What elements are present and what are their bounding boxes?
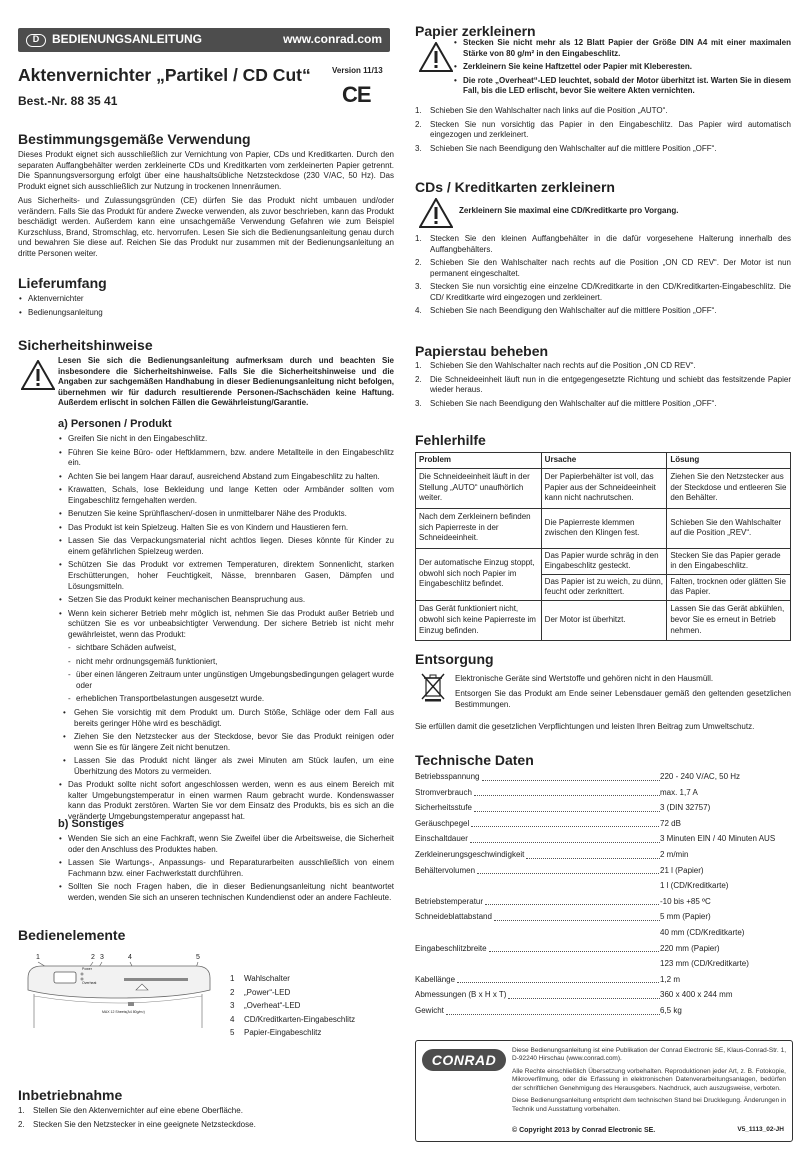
table-cell: Das Gerät funktioniert nicht, obwohl sich keine Papierreste im Einzug befinden. — [416, 600, 542, 640]
papier-warnings — [453, 38, 791, 100]
step-item: 2. Schieben Sie den Wahlschalter nach rechts auf die Position „ON CD REV“. Der Motor ist nun permanent eingeschaltet. — [415, 258, 791, 278]
tech-data-value: 220 mm (Papier) — [660, 944, 791, 955]
legend-text: Wahlschalter — [244, 974, 290, 983]
column-header: Problem — [416, 453, 542, 469]
table-cell: Der Motor ist überhitzt. — [541, 600, 667, 640]
heading-technik: Technische Daten — [415, 752, 534, 768]
controls-legend — [230, 974, 400, 1042]
troubleshooting-table — [415, 452, 791, 641]
cds-steps — [415, 234, 791, 320]
list-item: • Lassen Sie das Verpackungsmaterial nicht achtlos liegen. Dieses könnte für Kinder zu einem gefährlichen Spielzeug werden. — [58, 536, 394, 557]
tech-data-value: 220 - 240 V/AC, 50 Hz — [660, 772, 791, 783]
legend-text: „Overheat“-LED — [244, 1001, 301, 1011]
tech-data-label: Stromverbrauch — [415, 787, 472, 797]
version: Version 11/13 — [332, 66, 383, 75]
footer-text — [512, 1047, 786, 1118]
step-item: 3. Stecken Sie nun vorsichtig eine einzelne CD/Kreditkarte in den CD/Kreditkarten-Eingabeschlitz. Die CD/ Kreditkarte wird eingezogen und zerkleinert. — [415, 282, 791, 302]
tech-data-value: 1,2 m — [660, 975, 791, 986]
table-cell: Lassen Sie das Gerät abkühlen, bevor Sie es erneut in Betrieb nehmen. — [667, 600, 791, 640]
table-cell: Nach dem Zerkleinern befinden sich Papierreste in der Schneideeinheit. — [416, 508, 542, 548]
tech-data-label: Gewicht — [415, 1006, 444, 1015]
step-item: 3. Schieben Sie nach Beendigung den Wahlschalter auf die mittlere Position „OFF“. — [415, 143, 717, 153]
column-header: Ursache — [541, 453, 667, 469]
tech-data-value: 2 m/min — [660, 850, 791, 861]
legend-number: 2 — [230, 987, 235, 997]
verwendung-body — [18, 150, 394, 259]
tech-data-label: Kabellänge — [415, 974, 456, 984]
table-cell: Das Papier wurde schräg in den Eingabeschlitz gesteckt. — [541, 548, 667, 574]
label-power: Power — [82, 967, 92, 971]
crossed-bin-icon — [421, 672, 445, 702]
warning-triangle-icon — [21, 360, 55, 390]
legend-number: 1 — [230, 974, 235, 983]
heading-inbetriebnahme: Inbetriebnahme — [18, 1087, 123, 1103]
step-item: 2. Stecken Sie den Netzstecker in eine geeignete Netzsteckdose. — [18, 1119, 256, 1129]
tech-data-value: 6,5 kg — [660, 1006, 791, 1017]
list-item: - sichtbare Schäden aufweist, — [58, 643, 394, 654]
tech-data-row — [415, 834, 791, 845]
tech-data-row — [415, 897, 791, 908]
table-cell: Die Papierreste klemmen zwischen den Klingen fest. — [541, 508, 667, 548]
footer-p2: Alle Rechte einschließlich Übersetzung vorbehalten. Reproduktionen jeder Art, z. B. Fotokopie, Mikroverfilmung, oder die Erfassung in elektronischen Datenverarbeitungsanlagen, bedürfen der schriftlichen Genehmigung des Herausgebers. Nachdruck, auch auszugsweise, verboten. — [512, 1067, 786, 1092]
callout-4: 4 — [128, 954, 132, 961]
shredder-drawing — [18, 950, 218, 1030]
tech-data-label: Zerkleinerungsgeschwindigkeit — [415, 850, 525, 859]
tech-data-label: Einschaltdauer — [415, 834, 468, 844]
footer-p1: Diese Bedienungsanleitung ist eine Publikation der Conrad Electronic SE, Klaus-Conrad-Str. 1, D-92240 Hirschau (www.conrad.com). — [512, 1047, 786, 1063]
list-item: • Bedienungsanleitung — [18, 308, 394, 319]
step-item: 3. Schieben Sie nach Beendigung den Wahlschalter auf die mittlere Position „OFF“. — [415, 398, 717, 408]
table-row — [416, 600, 791, 640]
tech-data-label: Abmessungen (B x H x T) — [415, 990, 507, 1000]
tech-data-value: 3 (DIN 32757) — [660, 803, 791, 814]
callout-1: 1 — [36, 954, 40, 961]
list-item: • Das Produkt sollte nicht sofort angeschlossen werden, wenn es aus einem Bereich mit kalter Umgebungstemperatur in einen warmen Raum gebracht wurde. Kondenswasser kann das Produkt zerstören. Warten Sie vor dem Einsatz des Produkts, bis es sich an die veränderte Umgebungstemperatur angepasst hat. — [58, 780, 394, 822]
table-cell: Das Papier ist zu weich, zu dünn, feucht oder zerknittert. — [541, 574, 667, 600]
tech-data-label: Eingabeschlitzbreite — [415, 943, 487, 953]
heading-papierstau: Papierstau beheben — [415, 343, 549, 359]
list-item: • Zerkleinern Sie keine Haftzettel oder Papier mit Kleberesten. — [453, 62, 791, 73]
cds-warning: Zerkleinern Sie maximal eine CD/Kreditkarte pro Vorgang. — [459, 206, 679, 215]
list-item: - über einen längeren Zeitraum unter ungünstigen Umgebungsbedingungen gelagert wurde oder — [58, 670, 394, 691]
table-row — [416, 468, 791, 508]
tech-data-row — [415, 803, 791, 814]
personen-list-2 — [58, 708, 394, 822]
step-item: 1. Schieben Sie den Wahlschalter nach rechts auf die Position „ON CD REV“. — [415, 361, 696, 370]
entsorgung-line-3: Sie erfüllen damit die gesetzlichen Verpflichtungen und leisten Ihren Beitrag zum Umweltschutz. — [415, 722, 755, 731]
warning-triangle-icon — [419, 198, 453, 228]
tech-data-label: Betriebstemperatur — [415, 896, 484, 906]
legend-text: „Power“-LED — [244, 987, 291, 997]
list-item: • Benutzen Sie keine Sprühflaschen/-dosen in unmittelbarer Nähe des Produkts. — [58, 509, 394, 520]
legend-number: 3 — [230, 1001, 235, 1011]
table-cell: Stecken Sie das Papier gerade in den Eingabeschlitz. — [667, 548, 791, 574]
heading-bedienelemente: Bedienelemente — [18, 927, 126, 943]
language-badge: D — [26, 34, 46, 47]
papierstau-steps — [415, 361, 791, 412]
heading-fehlerhilfe: Fehlerhilfe — [415, 432, 486, 448]
tech-data-row — [415, 772, 791, 783]
callout-3: 3 — [100, 954, 104, 961]
ce-mark: CE — [342, 82, 371, 107]
list-item: • Setzen Sie das Produkt keiner mechanischen Beanspruchung aus. — [58, 595, 394, 606]
table-header-row — [416, 453, 791, 469]
tech-data-label: Betriebsspannung — [415, 772, 480, 781]
tech-data-label: Geräuschpegel — [415, 818, 470, 828]
tech-data-row — [415, 944, 791, 955]
list-item: - erheblichen Transportbelastungen ausgesetzt wurde. — [58, 694, 394, 705]
list-item: • Lassen Sie das Produkt nicht länger als zwei Minuten am Stück laufen, um eine Überhitzung des Motors zu vermeiden. — [58, 756, 394, 777]
safety-warning: Lesen Sie sich die Bedienungsanleitung aufmerksam durch und beachten Sie insbesondere die Sicherheitshinweise. Falls Sie die Sicherheitshinweise und die Angaben zur sachgemäßen Handhabung in dieser Bedienungsanleitung nicht befolgen, übernehmen wir für dadurch resultierende Personen-/Sachschäden keine Haftung. Außerdem erlischt in solchen Fällen die Gewährleistung/Garantie. — [58, 356, 394, 408]
tech-data-value: 3 Minuten EIN / 40 Minuten AUS — [660, 834, 791, 845]
table-cell: Der Papierbehälter ist voll, das Papier aus der Schneideeinheit kann nicht nachrutschen. — [541, 468, 667, 508]
list-item: • Stecken Sie nicht mehr als 12 Blatt Papier der Größe DIN A4 mit einer maximalen Stärke von 80 g/m² in den Eingabeschlitz. — [453, 38, 791, 59]
list-item: • Führen Sie keine Büro- oder Heftklammern, bzw. andere Metallteile in den Eingabeschlitz ein. — [58, 448, 394, 469]
list-item: • Achten Sie bei langem Haar darauf, ausreichend Abstand zum Eingabeschlitz zu halten. — [58, 472, 394, 483]
heading-cds: CDs / Kreditkarten zerkleinern — [415, 179, 615, 195]
table-cell: Falten, trocknen oder glätten Sie das Papier. — [667, 574, 791, 600]
list-item: • Wenn kein sicherer Betrieb mehr möglich ist, nehmen Sie das Produkt außer Betrieb und schützen Sie es vor unbeabsichtigter Verwendung. Der sichere Betrieb ist nicht mehr gewährleistet, wenn das Produkt: — [58, 609, 394, 641]
tech-data-row — [415, 866, 791, 877]
legend-text: Papier-Eingabeschlitz — [244, 1028, 322, 1038]
heading-sonstiges: b) Sonstiges — [58, 818, 125, 830]
step-item: 2. Stecken Sie nun vorsichtig das Papier in den Eingabeschlitz. Das Papier wird automatisch eingezogen und zerkleinert. — [415, 119, 791, 140]
legend-number: 4 — [230, 1014, 235, 1024]
heading-sicherheit: Sicherheitshinweise — [18, 337, 153, 353]
tech-data-row — [415, 819, 791, 830]
list-item: • Krawatten, Schals, lose Bekleidung und lange Ketten oder Armbänder sollten vom Eingabeschlitz ferngehalten werden. — [58, 485, 394, 506]
papier-steps — [415, 106, 791, 157]
heading-verwendung: Bestimmungsgemäße Verwendung — [18, 131, 251, 147]
verwendung-p1: Dieses Produkt eignet sich ausschließlich zur Vernichtung von Papier, CDs und Kreditkarten. Durch den separaten Auffangbehälter werden zerkleinerte CDs und Kreditkarten vom zerkleinerten Papier getrennt. Die Spannungsversorgung erfolgt über eine haushaltsübliche Netzsteckdose (230 V/AC, 50 Hz). Das Produkt eignet sich ausschließlich zur Nutzung in trockenen Innenräumen. — [18, 150, 394, 191]
tech-data-value: 72 dB — [660, 819, 791, 830]
legend-text: CD/Kreditkarten-Eingabeschlitz — [244, 1014, 356, 1024]
tech-data-row — [415, 788, 791, 799]
heading-lieferumfang: Lieferumfang — [18, 275, 107, 291]
tech-data-value: 5 mm (Papier) — [660, 912, 791, 923]
list-item: • Schützen Sie das Produkt vor extremen Temperaturen, direktem Sonnenlicht, starken Erschütterungen, hoher Feuchtigkeit, Nässe, brennbaren Gasen, Dämpfen und Lösungsmitteln. — [58, 560, 394, 592]
step-item: 1. Schieben Sie den Wahlschalter nach links auf die Position „AUTO“. — [415, 106, 668, 115]
tech-data-row — [415, 850, 791, 861]
tech-data-label: Schneideblattabstand — [415, 912, 492, 922]
header-title: BEDIENUNGSANLEITUNG — [52, 32, 203, 47]
tech-data-row — [415, 990, 791, 1001]
table-row — [416, 508, 791, 548]
list-item: • Aktenvernichter — [18, 294, 394, 305]
list-item: • Gehen Sie vorsichtig mit dem Produkt um. Durch Stöße, Schläge oder dem Fall aus bereits geringer Höhe wird es beschädigt. — [58, 708, 394, 729]
entsorgung-line-1: Elektronische Geräte sind Wertstoffe und gehören nicht in den Hausmüll. — [455, 674, 714, 683]
lieferumfang-list — [18, 294, 394, 321]
shredder-illustration — [18, 950, 218, 1030]
list-item: - nicht mehr ordnungsgemäß funktioniert, — [58, 657, 394, 668]
callout-5: 5 — [196, 954, 200, 961]
sonstiges-list — [58, 834, 394, 906]
personen-section — [58, 434, 394, 826]
tech-data-row — [415, 1006, 791, 1017]
personen-list — [58, 434, 394, 640]
heading-papier: Papier zerkleinern — [415, 23, 536, 39]
step-item: 2. Die Schneideeinheit läuft nun in die entgegengesetzte Richtung und schiebt das festsitzende Papier wieder heraus. — [415, 374, 791, 395]
table-cell: Schieben Sie den Wahlschalter auf die Position „REV“. — [667, 508, 791, 548]
table-cell: Die Schneideeinheit läuft in der Stellung „AUTO“ unaufhörlich weiter. — [416, 468, 542, 508]
inbetriebnahme-steps — [18, 1106, 394, 1133]
list-item: • Greifen Sie nicht in den Eingabeschlitz. — [58, 434, 394, 445]
tech-data-value: 123 mm (CD/Kreditkarte) — [660, 959, 791, 970]
copyright: © Copyright 2013 by Conrad Electronic SE. — [512, 1126, 656, 1134]
step-item: 1. Stecken Sie den kleinen Auffangbehälter in die dafür vorgesehene Halterung innerhalb des Auffangbehälters. — [415, 234, 791, 254]
table-cell: Der automatische Einzug stoppt, obwohl sich noch Papier im Eingabeschlitz befindet. — [416, 548, 542, 600]
tech-data-label: Sicherheitsstufe — [415, 803, 472, 813]
list-item: • Sollten Sie noch Fragen haben, die in dieser Bedienungsanleitung nicht beantwortet werden, wenden Sie sich an unseren technischen Kundendienst oder an andere Fachleute. — [58, 882, 394, 903]
tech-data-row — [415, 912, 791, 923]
heading-personen: a) Personen / Produkt — [58, 418, 172, 430]
order-number: Best.-Nr. 88 35 41 — [18, 94, 118, 108]
conrad-logo: CONRAD — [422, 1049, 506, 1071]
tech-data-value: 40 mm (CD/Kreditkarte) — [660, 928, 791, 939]
tech-data-value: max. 1,7 A — [660, 788, 791, 799]
list-item: • Das Produkt ist kein Spielzeug. Halten Sie es von Kindern und Haustieren fern. — [58, 523, 394, 534]
tech-data-value: -10 bis +85 ºC — [660, 897, 791, 908]
warning-triangle-icon — [419, 42, 453, 72]
tech-data-value: 1 l (CD/Kreditkarte) — [660, 881, 791, 892]
step-item: 4. Schieben Sie nach Beendigung den Wahlschalter auf die mittlere Position „OFF“. — [415, 306, 717, 316]
callout-2: 2 — [91, 954, 95, 961]
label-overheat: Overheat — [82, 981, 97, 985]
step-item: 1. Stellen Sie den Aktenvernichter auf eine ebene Oberfläche. — [18, 1106, 243, 1115]
column-header: Lösung — [667, 453, 791, 469]
list-item: • Die rote „Overheat“-LED leuchtet, sobald der Motor überhitzt ist. Warten Sie in diesem Fall, bis die LED erlischt, bevor Sie weitere Akten vernichten. — [453, 76, 791, 97]
document-version: V5_1113_02-JH — [737, 1126, 784, 1134]
product-title: Aktenvernichter „Partikel / CD Cut“ — [18, 65, 311, 85]
heading-entsorgung: Entsorgung — [415, 651, 494, 667]
table-cell: Ziehen Sie den Netzstecker aus der Steckdose und entleeren Sie den Behälter. — [667, 468, 791, 508]
table-row — [416, 548, 791, 574]
tech-data-value: 21 l (Papier) — [660, 866, 791, 877]
list-item: • Lassen Sie Wartungs-, Anpassungs- und Reparaturarbeiten ausschließlich von einem Fachmann bzw. einer Fachwerkstatt durchführen. — [58, 858, 394, 879]
footer-box — [415, 1040, 793, 1142]
entsorgung-line-2: Entsorgen Sie das Produkt am Ende seiner Lebensdauer gemäß den geltenden gesetzlichen Bestimmungen. — [455, 689, 791, 709]
list-item: • Wenden Sie sich an eine Fachkraft, wenn Sie Zweifel über die Arbeitsweise, die Sicherheit oder den Anschluss des Produktes haben. — [58, 834, 394, 855]
verwendung-p2: Aus Sicherheits- und Zulassungsgründen (CE) dürfen Sie das Produkt nicht umbauen und/oder verändern. Falls Sie das Produkt für andere Zwecke verwenden, als zuvor beschrieben, kann das Produkt beschädigt werden. Außerdem kann eine unsachgemäße Verwendung Gefahren wie zum Beispiel Kurzschluss, Brand, Stromschlag, etc. hervorrufen. Lesen Sie sich die Bedienungsanleitung genau durch und bewahren Sie diese auf. Reichen Sie das Produkt nur zusammen mit der Bedienungsanleitung an dritte Personen weiter. — [18, 196, 394, 258]
header-url[interactable]: www.conrad.com — [283, 32, 382, 47]
list-item: • Ziehen Sie den Netzstecker aus der Steckdose, bevor Sie das Produkt reinigen oder wenn Sie es für längere Zeit nicht benutzen. — [58, 732, 394, 753]
tech-data-list — [415, 772, 791, 1032]
tech-data-label: Behältervolumen — [415, 865, 476, 875]
tech-data-value: 360 x 400 x 244 mm — [660, 990, 791, 1001]
dot-leader — [446, 1006, 686, 1015]
footer-p3: Diese Bedienungsanleitung entspricht dem technischen Stand bei Drucklegung. Änderungen in Technik und Ausstattung vorbehalten. — [512, 1097, 786, 1113]
legend-number: 5 — [230, 1028, 235, 1038]
header-bar — [18, 28, 390, 52]
unsafe-conditions-list — [58, 643, 394, 705]
label-max: MAX 12 Sheets(A4 80g/m²) — [102, 1010, 145, 1014]
tech-data-row — [415, 975, 791, 986]
